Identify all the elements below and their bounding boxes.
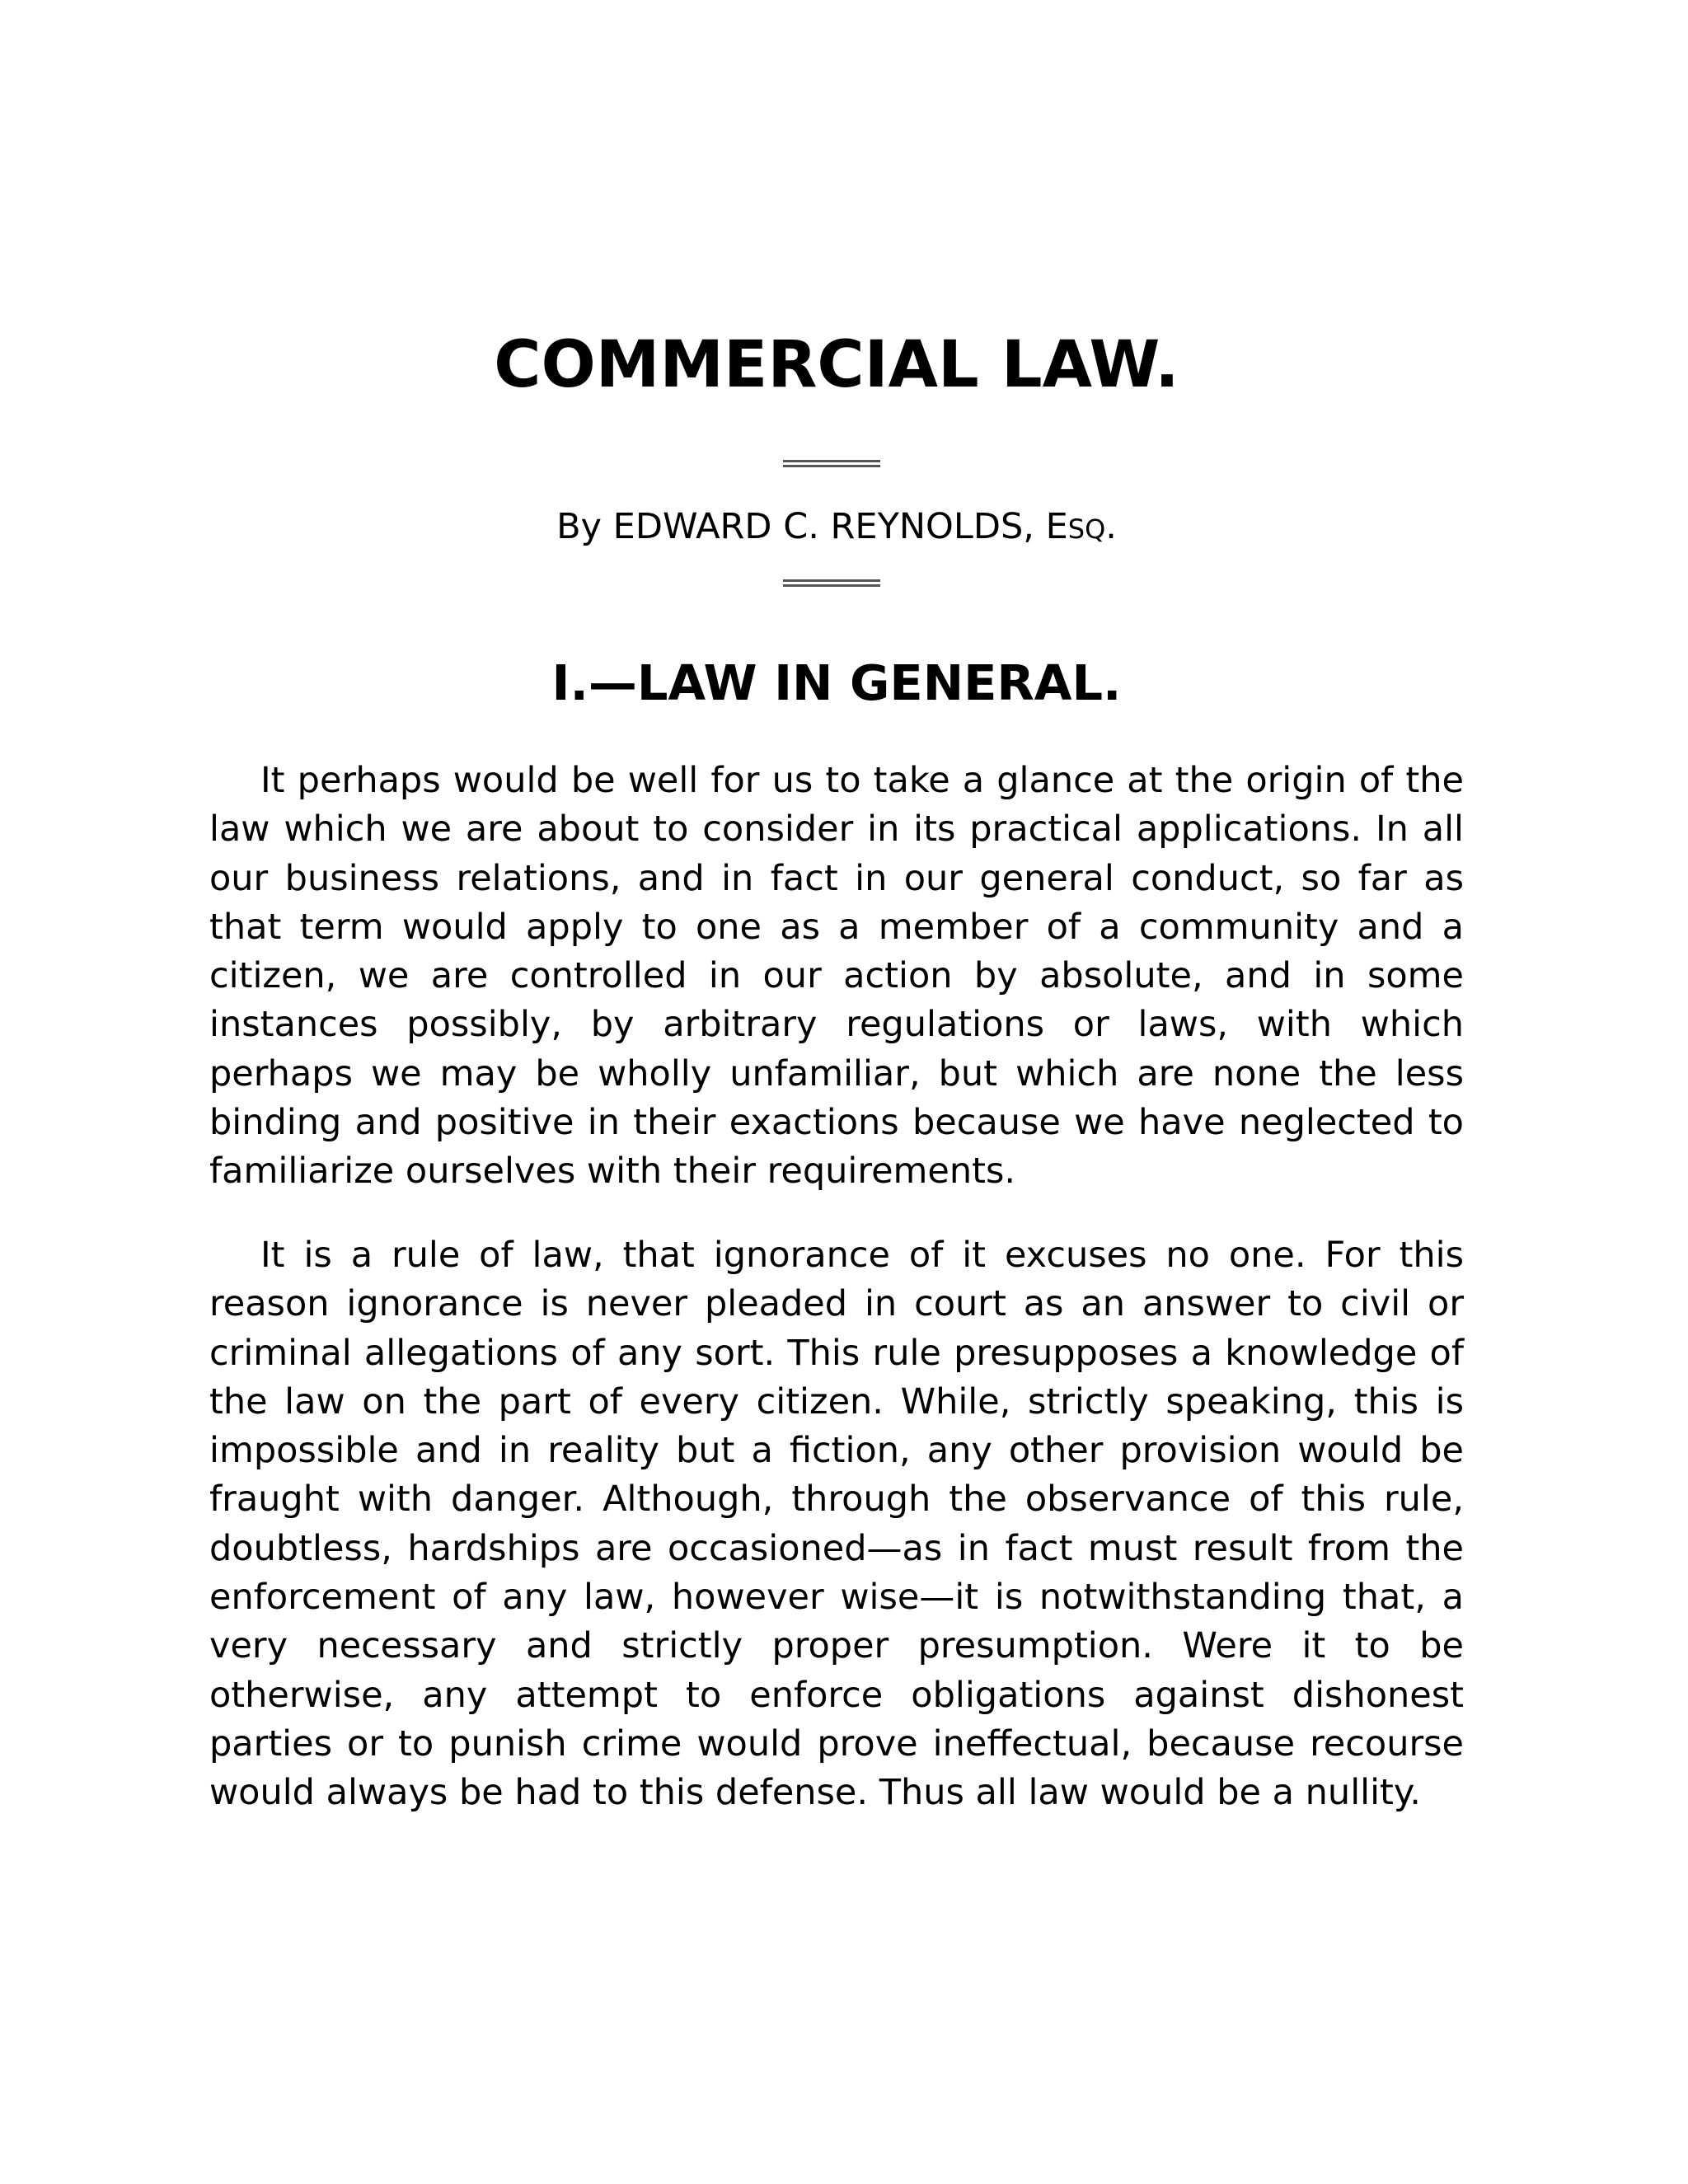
byline-smallcaps: SQ	[1067, 513, 1106, 545]
document-page	[209, 0, 1464, 2184]
byline-period: .	[1105, 506, 1117, 547]
double-rule-divider	[783, 579, 880, 587]
double-rule-divider	[783, 460, 880, 467]
byline-text: By EDWARD C. REYNOLDS, E	[556, 506, 1068, 547]
document-title: COMMERCIAL LAW.	[494, 328, 1179, 402]
body-paragraph: It perhaps would be well for us to take a glance at the origin of the law which we are about to consider in its practical applications. In all our business relations, and in fact in our general conduct, so far as that term would apply to one as a member of a community and a citizen, we are controlled in our action by absolute, and in some instances possibly, by arbitrary regulations or laws, with which perhaps we may be wholly unfamiliar, but which are none the less binding and positive in their exactions because we have neglected to familiarize ourselves with their requirements.	[209, 760, 1464, 1193]
body-paragraph: It is a rule of law, that ignorance of it excuses no one. For this reason ignorance is never pleaded in court as an answer to civil or criminal allegations of any sort. This rule presupposes a knowledge of the law on the part of every citizen. While, strictly speaking, this is impossible and in reality but a fiction, any other provision would be fraught with danger. Although, through the observance of this rule, doubtless, hardships are occasioned—as in fact must result from the enforcement of any law, however wise—it is notwithstanding that, a very necessary and strictly proper presumption. Were it to be otherwise, any attempt to enforce obligations against dishonest parties or to punish crime would prove ineffectual, because recourse would always be had to this defense. Thus all law would be a nullity.	[209, 1235, 1464, 1814]
section-heading: I.—LAW IN GENERAL.	[551, 654, 1122, 711]
author-byline	[209, 498, 1464, 558]
